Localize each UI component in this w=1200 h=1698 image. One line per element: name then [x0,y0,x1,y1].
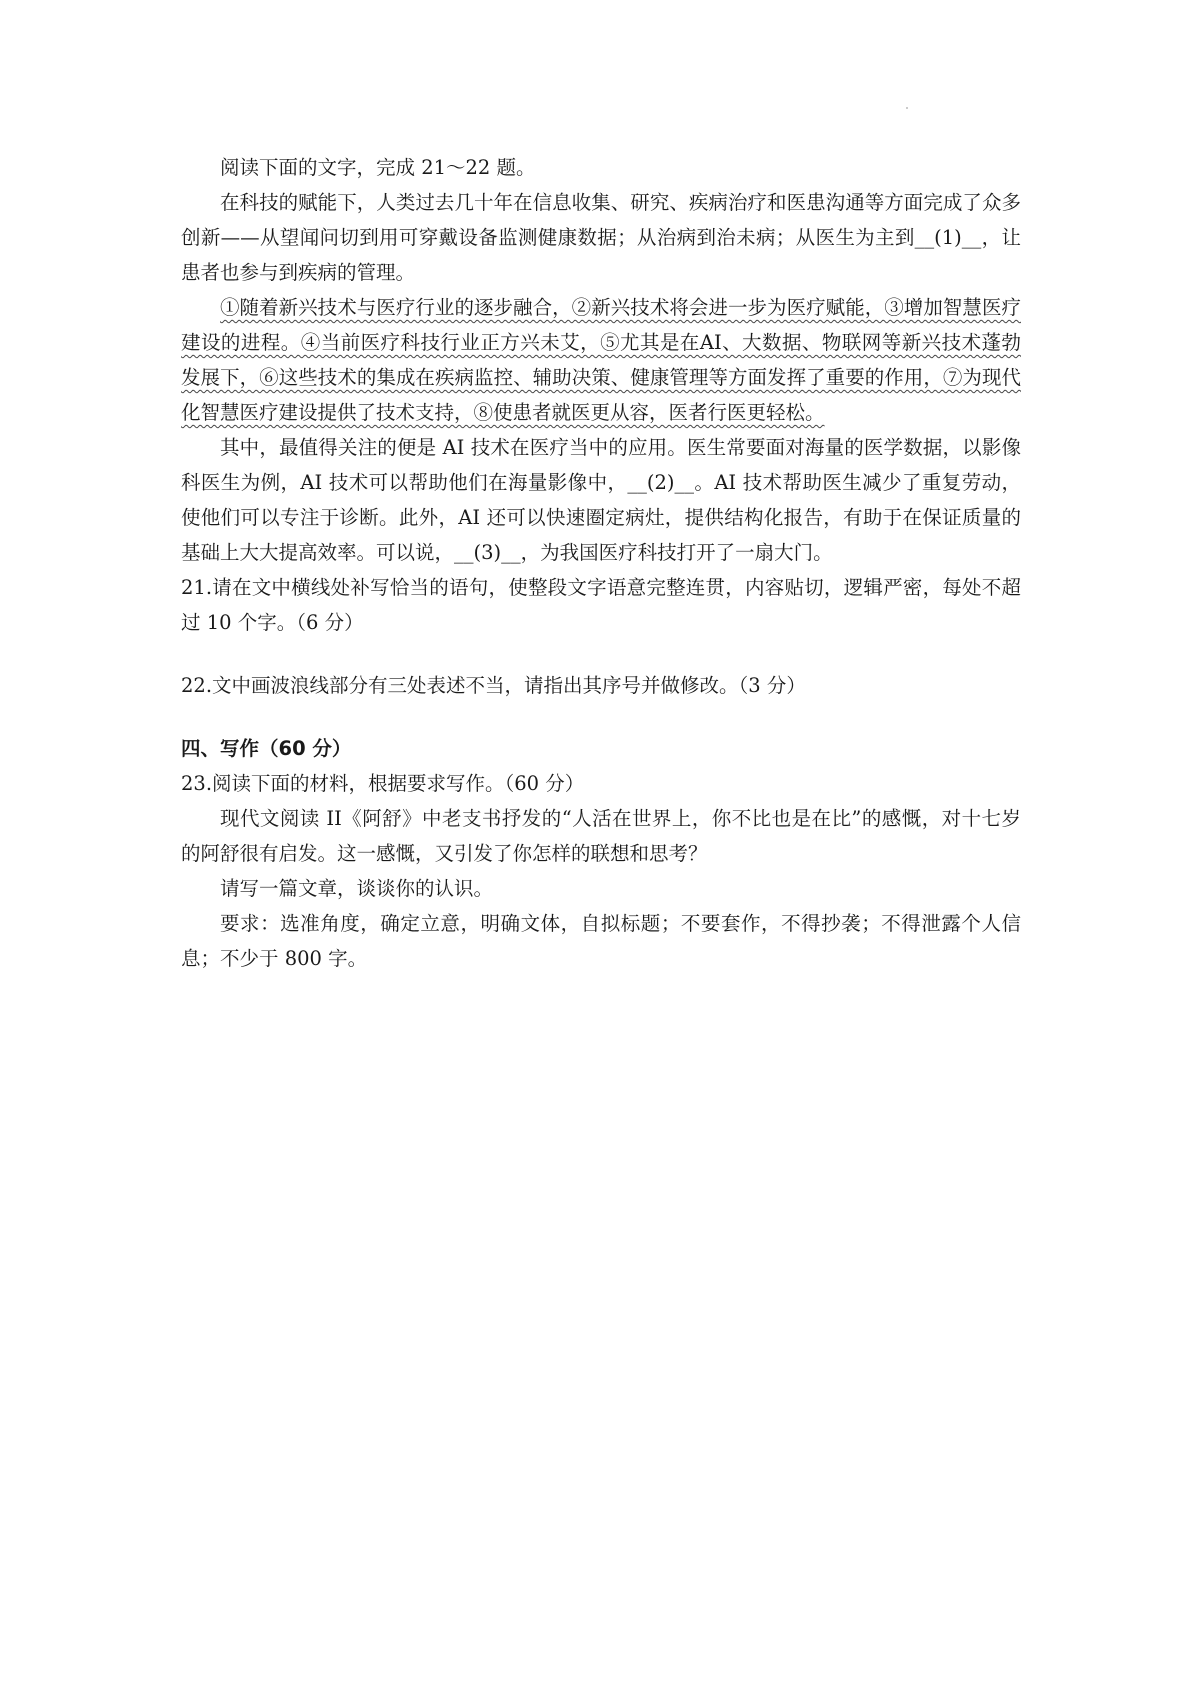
passage-paragraph-3 [181,430,1021,570]
writing-requirement: 要求：选准角度，确定立意，明确文体，自拟标题；不要套作，不得抄袭；不得泄露个人信息；不少于 800 字。 [181,912,1021,970]
writing-material: 现代文阅读 II《阿舒》中老支书抒发的“人活在世界上，你不比也是在比”的感慨，对十七岁的阿舒很有启发。这一感慨，又引发了你怎样的联想和思考？ [181,807,1021,865]
reading-intro: 阅读下面的文字，完成 21～22 题。 [220,156,536,179]
wavy-underlined-text: ①随着新兴技术与医疗行业的逐步融合，②新兴技术将会进一步为医疗赋能，③增加智慧医疗建设的进程。④当前医疗科技行业正方兴未艾，⑤尤其是在AI、大数据、物联网等新兴技术蓬勃发展下，⑥这些技术的集成在疾病监控、辅助决策、健康管理等方面发挥了重要的作用，⑦为现代化智慧医疗建设提供了技术支持，⑧使患者就医更从容，医者行医更轻松。 [181,296,1021,424]
question-23: 23.阅读下面的材料，根据要求写作。（60 分） [181,772,585,795]
page-content [181,150,1021,976]
passage-paragraph-2 [181,290,1021,430]
paragraph-3-text-b: 。AI 技术帮助医生减少了重复劳动，使他们可以专注于诊断。此外，AI 还可以快速圈定病灶，提供结构化报告，有助于在保证质量的基础上大大提高效率。可以说， [181,471,1022,564]
blank-3: __(3)__ [454,541,521,564]
answer-space-21 [181,640,1021,668]
paragraph-1-text-b: ，让患者也参与到疾病的管理。 [181,226,1021,284]
blank-2: __(2)__ [627,471,695,494]
blank-1: __(1)__ [914,226,982,249]
paragraph-3-text-a: 其中，最值得关注的便是 AI 技术在医疗当中的应用。医生常要面对海量的医学数据，以影像科医生为例，AI 技术可以帮助他们在海量影像中， [181,436,1021,494]
passage-paragraph-1 [181,185,1021,290]
writing-instruction: 请写一篇文章，谈谈你的认识。 [220,877,494,900]
question-22: 22.文中画波浪线部分有三处表述不当，请指出其序号并做修改。（3 分） [181,674,806,697]
answer-space-22 [181,703,1021,731]
paragraph-3-text-c: ，为我国医疗科技打开了一扇大门。 [520,541,833,564]
scan-speck [906,107,908,109]
section-4-title: 四、写作（60 分） [181,737,352,760]
paragraph-1-text-a: 在科技的赋能下，人类过去几十年在信息收集、研究、疾病治疗和医患沟通等方面完成了众多创新——从望闻问切到用可穿戴设备监测健康数据；从治病到治未病；从医生为主到 [181,191,1021,249]
question-21: 21.请在文中横线处补写恰当的语句，使整段文字语意完整连贯，内容贴切，逻辑严密，每处不超过 10 个字。（6 分） [181,576,1021,634]
